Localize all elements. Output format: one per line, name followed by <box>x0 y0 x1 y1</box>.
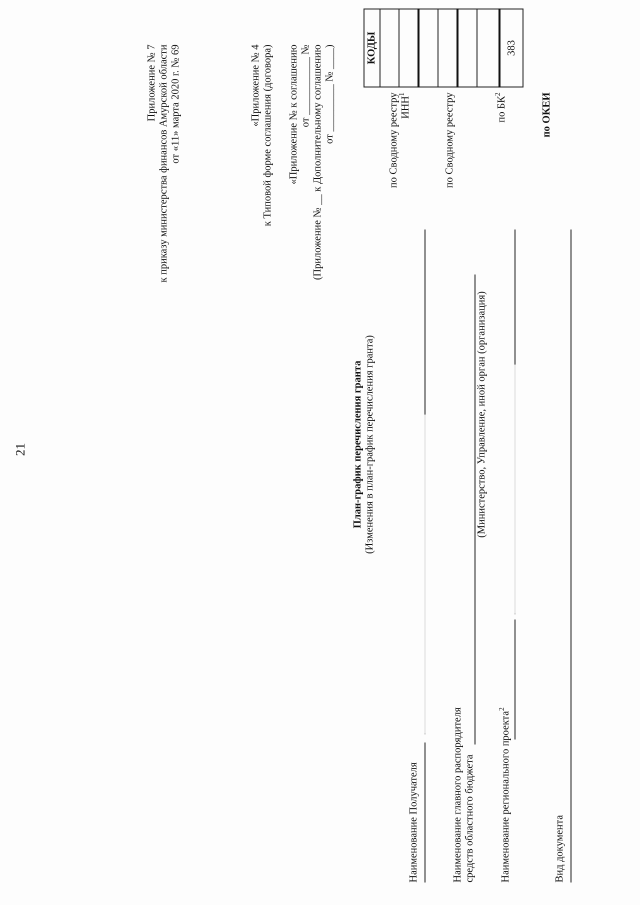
doctype-label: Вид документа <box>554 814 565 883</box>
agreement-ref-line4: от _________ № ____) <box>324 44 335 144</box>
appendix4-form: к Типовой форме соглашения (договора) <box>262 44 273 227</box>
codes-inn-cell <box>399 9 419 87</box>
codes-table <box>363 9 523 88</box>
appendix7-title: Приложение № 7 <box>146 44 157 122</box>
project-label: Наименование регионального проекта$^2$ <box>497 707 511 883</box>
manager-caption: (Министерство, Управление, иной орган (организация) <box>476 291 487 538</box>
manager-label-line1: Наименование главного распорядителя <box>452 707 463 883</box>
codes-register-cell-1 <box>380 9 399 87</box>
recipient-underline-end <box>424 230 425 415</box>
agreement-ref-line2: от ___________ № <box>300 44 311 128</box>
manager-underline-start <box>474 475 475 745</box>
recipient-label: Наименование Получателя <box>408 762 419 883</box>
codes-by-bk-label: по $БК^2$ <box>493 92 507 123</box>
appendix7-date: от «11» марта 2020 г. № 69 <box>170 44 181 164</box>
codes-bk-cell <box>457 9 477 87</box>
codes-by-register-label-1: по Сводному реестру <box>388 92 399 188</box>
codes-by-okei-label: по ОКЕИ <box>541 92 552 138</box>
doctype-underline <box>570 230 571 883</box>
codes-header-cell: КОДЫ <box>364 9 380 87</box>
page-number: 21 <box>12 443 27 456</box>
project-underline-end <box>514 230 515 365</box>
codes-inn-label: ИНН$^1$ <box>397 92 411 119</box>
codes-bk-cell-b <box>477 9 500 87</box>
agreement-ref-line3: (Приложение № __ к Дополнительному соглашению <box>312 44 323 280</box>
document-title: План-график перечисления гранта <box>352 360 363 529</box>
recipient-underline-start <box>424 743 425 883</box>
codes-register-cell-2b <box>438 9 458 87</box>
codes-register-cell-2 <box>418 9 438 87</box>
manager-label-line2: средств областного бюджета <box>464 754 475 883</box>
appendix4-title: «Приложение № 4 <box>250 44 261 127</box>
document-subtitle: (Изменения в план-график перечисления гранта) <box>364 335 375 554</box>
agreement-ref-line1: «Приложение № к соглашению <box>288 44 299 185</box>
codes-by-register-label-2: по Сводному реестру <box>444 92 455 188</box>
recipient-underline-mid <box>424 415 425 735</box>
manager-underline-end <box>474 275 475 475</box>
project-underline-mid <box>514 365 515 615</box>
appendix7-order: к приказу министерства финансов Амурской области <box>158 44 169 283</box>
project-underline-start <box>514 620 515 740</box>
codes-okei-cell: 383 <box>499 9 523 87</box>
